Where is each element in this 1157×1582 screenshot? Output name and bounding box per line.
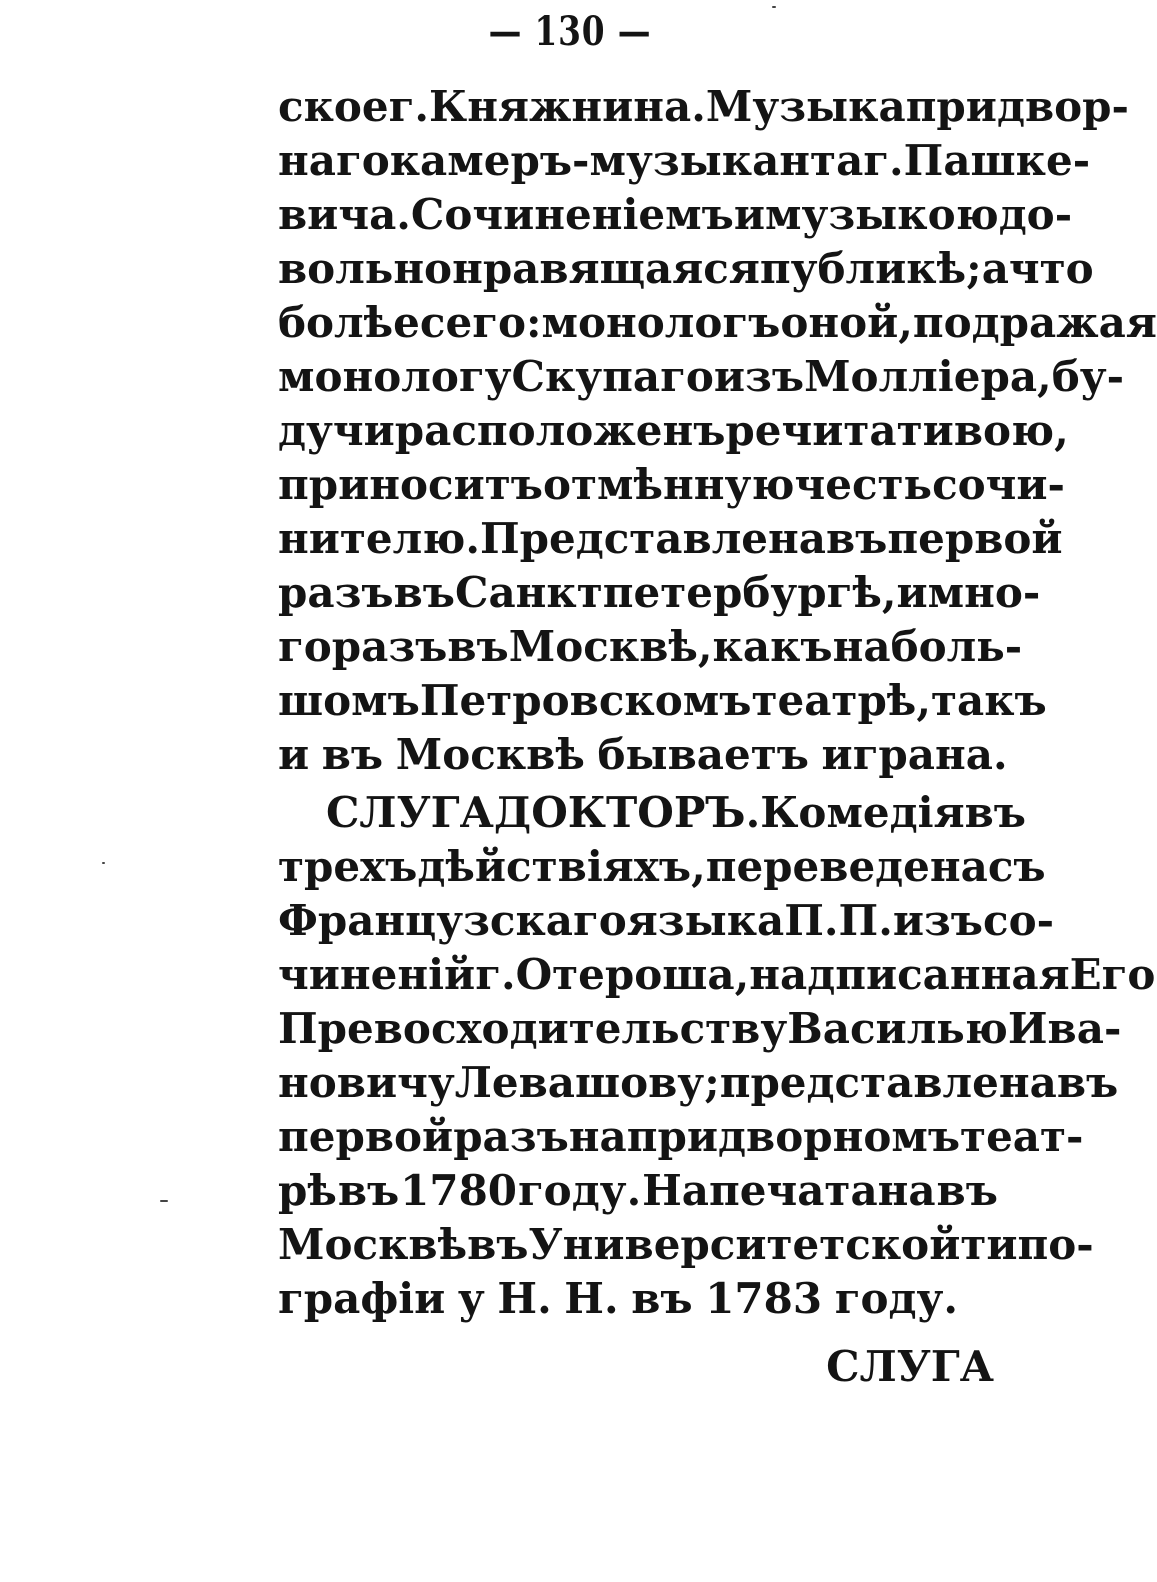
word: такъ [930, 676, 1047, 725]
word: въ [631, 1274, 693, 1323]
word: графiи [278, 1274, 446, 1323]
word: монологу [278, 352, 512, 401]
word: изъ [713, 352, 805, 401]
word: надписанная [749, 950, 1070, 999]
text-line [278, 1272, 998, 1326]
word: П. [838, 896, 893, 945]
word: Левашову; [454, 1058, 720, 1107]
word: въ [321, 730, 384, 779]
text-line [278, 948, 1156, 1002]
word: придворномъ [626, 1112, 961, 1161]
word: трехъ [278, 842, 418, 891]
word: 1783 [705, 1274, 823, 1323]
print-speck [160, 1200, 168, 1202]
word: вича. [278, 190, 411, 239]
word: со- [983, 896, 1055, 945]
word: П. [784, 896, 839, 945]
word: Сочиненiемъ [410, 190, 734, 239]
word: новичу [278, 1058, 455, 1107]
word: и [896, 568, 928, 617]
word: мно- [927, 568, 1041, 617]
word: разъ [278, 568, 394, 617]
word: на [832, 622, 891, 671]
word: дучи [278, 406, 395, 455]
word: шомъ [278, 676, 420, 725]
word: Москвѣ [395, 730, 585, 779]
word: бываетъ [597, 730, 809, 779]
text-line [278, 404, 1069, 458]
text-line [278, 1218, 1094, 1272]
word: и [733, 190, 765, 239]
word: и [278, 730, 310, 779]
word: Пашке- [903, 136, 1091, 185]
text-line [278, 188, 1073, 242]
word: сего: [419, 298, 542, 347]
word: разъ [453, 1112, 569, 1161]
text-line [278, 350, 1125, 404]
word: театрѣ, [751, 676, 931, 725]
word: первой [887, 514, 1063, 563]
word: нителю. [278, 514, 480, 563]
text-line [278, 674, 1047, 728]
page-number: — 130 — [488, 8, 652, 55]
word: Французскаго [278, 896, 627, 945]
word: въ [936, 1166, 998, 1215]
text-line [278, 786, 1027, 840]
print-speck [772, 6, 776, 8]
word: рѣ [278, 1166, 337, 1215]
word: Н. [497, 1274, 552, 1323]
word: теат- [960, 1112, 1084, 1161]
word: Превосходительству [278, 1004, 788, 1053]
word: дѣйствiяхъ, [417, 842, 706, 891]
word: нравящаяся [452, 244, 760, 293]
word: публикѣ; [759, 244, 982, 293]
word: г. [863, 136, 904, 185]
word: Отероша, [515, 950, 750, 999]
word: въ [393, 568, 456, 617]
word: вольно [278, 244, 453, 293]
print-speck [102, 862, 105, 864]
word: наго [278, 136, 390, 185]
word: а [981, 244, 1009, 293]
word: типо- [960, 1220, 1094, 1269]
word: болѣе [278, 298, 420, 347]
word: Петровскомъ [419, 676, 752, 725]
word: играна. [821, 730, 1008, 779]
word: придвор- [905, 82, 1129, 131]
word: Напечатана [642, 1166, 936, 1215]
word: изъ [892, 896, 984, 945]
word: въ [1056, 1058, 1119, 1107]
word: Комедiя [760, 788, 965, 837]
word: честь [794, 460, 933, 509]
word: оной, [780, 298, 913, 347]
word: Москвѣ, [508, 622, 713, 671]
word: отмѣнную [542, 460, 795, 509]
word: Ива- [1007, 1004, 1122, 1053]
text-line [278, 512, 1063, 566]
word: Василью [787, 1004, 1008, 1053]
word: Музыка [705, 82, 906, 131]
catchword: СЛУГА [826, 1342, 994, 1391]
word: на [568, 1112, 627, 1161]
word: въ [825, 514, 888, 563]
text-line [278, 1056, 1119, 1110]
word: ДОКТОРЪ. [493, 788, 761, 837]
word: боль- [890, 622, 1023, 671]
word: представлена [719, 1058, 1057, 1107]
word: приноситъ [278, 460, 543, 509]
word: монологъ [541, 298, 781, 347]
word: какъ [712, 622, 833, 671]
text-line [278, 1110, 1084, 1164]
word: переведена [705, 842, 988, 891]
word: Моллiера, [804, 352, 1052, 401]
word: СЛУГА [326, 788, 494, 837]
word: въ [467, 1220, 529, 1269]
word: языка [626, 896, 785, 945]
word: у [457, 1274, 485, 1323]
word: речитативою, [725, 406, 1069, 455]
word: Его [1069, 950, 1156, 999]
word: музыкою [765, 190, 999, 239]
word: Н. [564, 1274, 619, 1323]
word: г. [388, 82, 429, 131]
word: съ [987, 842, 1046, 891]
word: въ [964, 788, 1027, 837]
word: первой [278, 1112, 454, 1161]
word: году. [834, 1274, 958, 1323]
text-line [278, 296, 1157, 350]
text-line [278, 728, 1008, 782]
word: ское [278, 82, 389, 131]
word: въ [447, 622, 509, 671]
text-line [278, 80, 1129, 134]
text-line [278, 134, 1091, 188]
word: Представлена [479, 514, 826, 563]
paragraph-1 [278, 80, 1157, 782]
text-line [278, 242, 1094, 296]
word: чиненiй [278, 950, 476, 999]
word: подражая [912, 298, 1157, 347]
word: расположенъ [394, 406, 726, 455]
word: 1780 [400, 1166, 518, 1215]
word: Москвѣ [278, 1220, 468, 1269]
text-line [278, 1164, 998, 1218]
text-line [278, 566, 1041, 620]
text-line [278, 458, 1065, 512]
text-line [278, 620, 1023, 674]
word: Санктпетербургѣ, [455, 568, 897, 617]
word: г. [475, 950, 516, 999]
word: Княжнина. [429, 82, 706, 131]
text-line [278, 840, 1046, 894]
word: въ [337, 1166, 400, 1215]
word: камеръ-музыканта [389, 136, 864, 185]
word: Университетской [528, 1220, 961, 1269]
word: году. [517, 1166, 642, 1215]
word: бу- [1051, 352, 1125, 401]
text-line [278, 1002, 1122, 1056]
word: сочи- [932, 460, 1065, 509]
word: Скупаго [511, 352, 714, 401]
word: разъ [331, 622, 448, 671]
text-line [278, 894, 1055, 948]
word: го [278, 622, 332, 671]
word: что [1008, 244, 1094, 293]
word: до- [998, 190, 1073, 239]
paragraph-2 [278, 786, 1156, 1326]
